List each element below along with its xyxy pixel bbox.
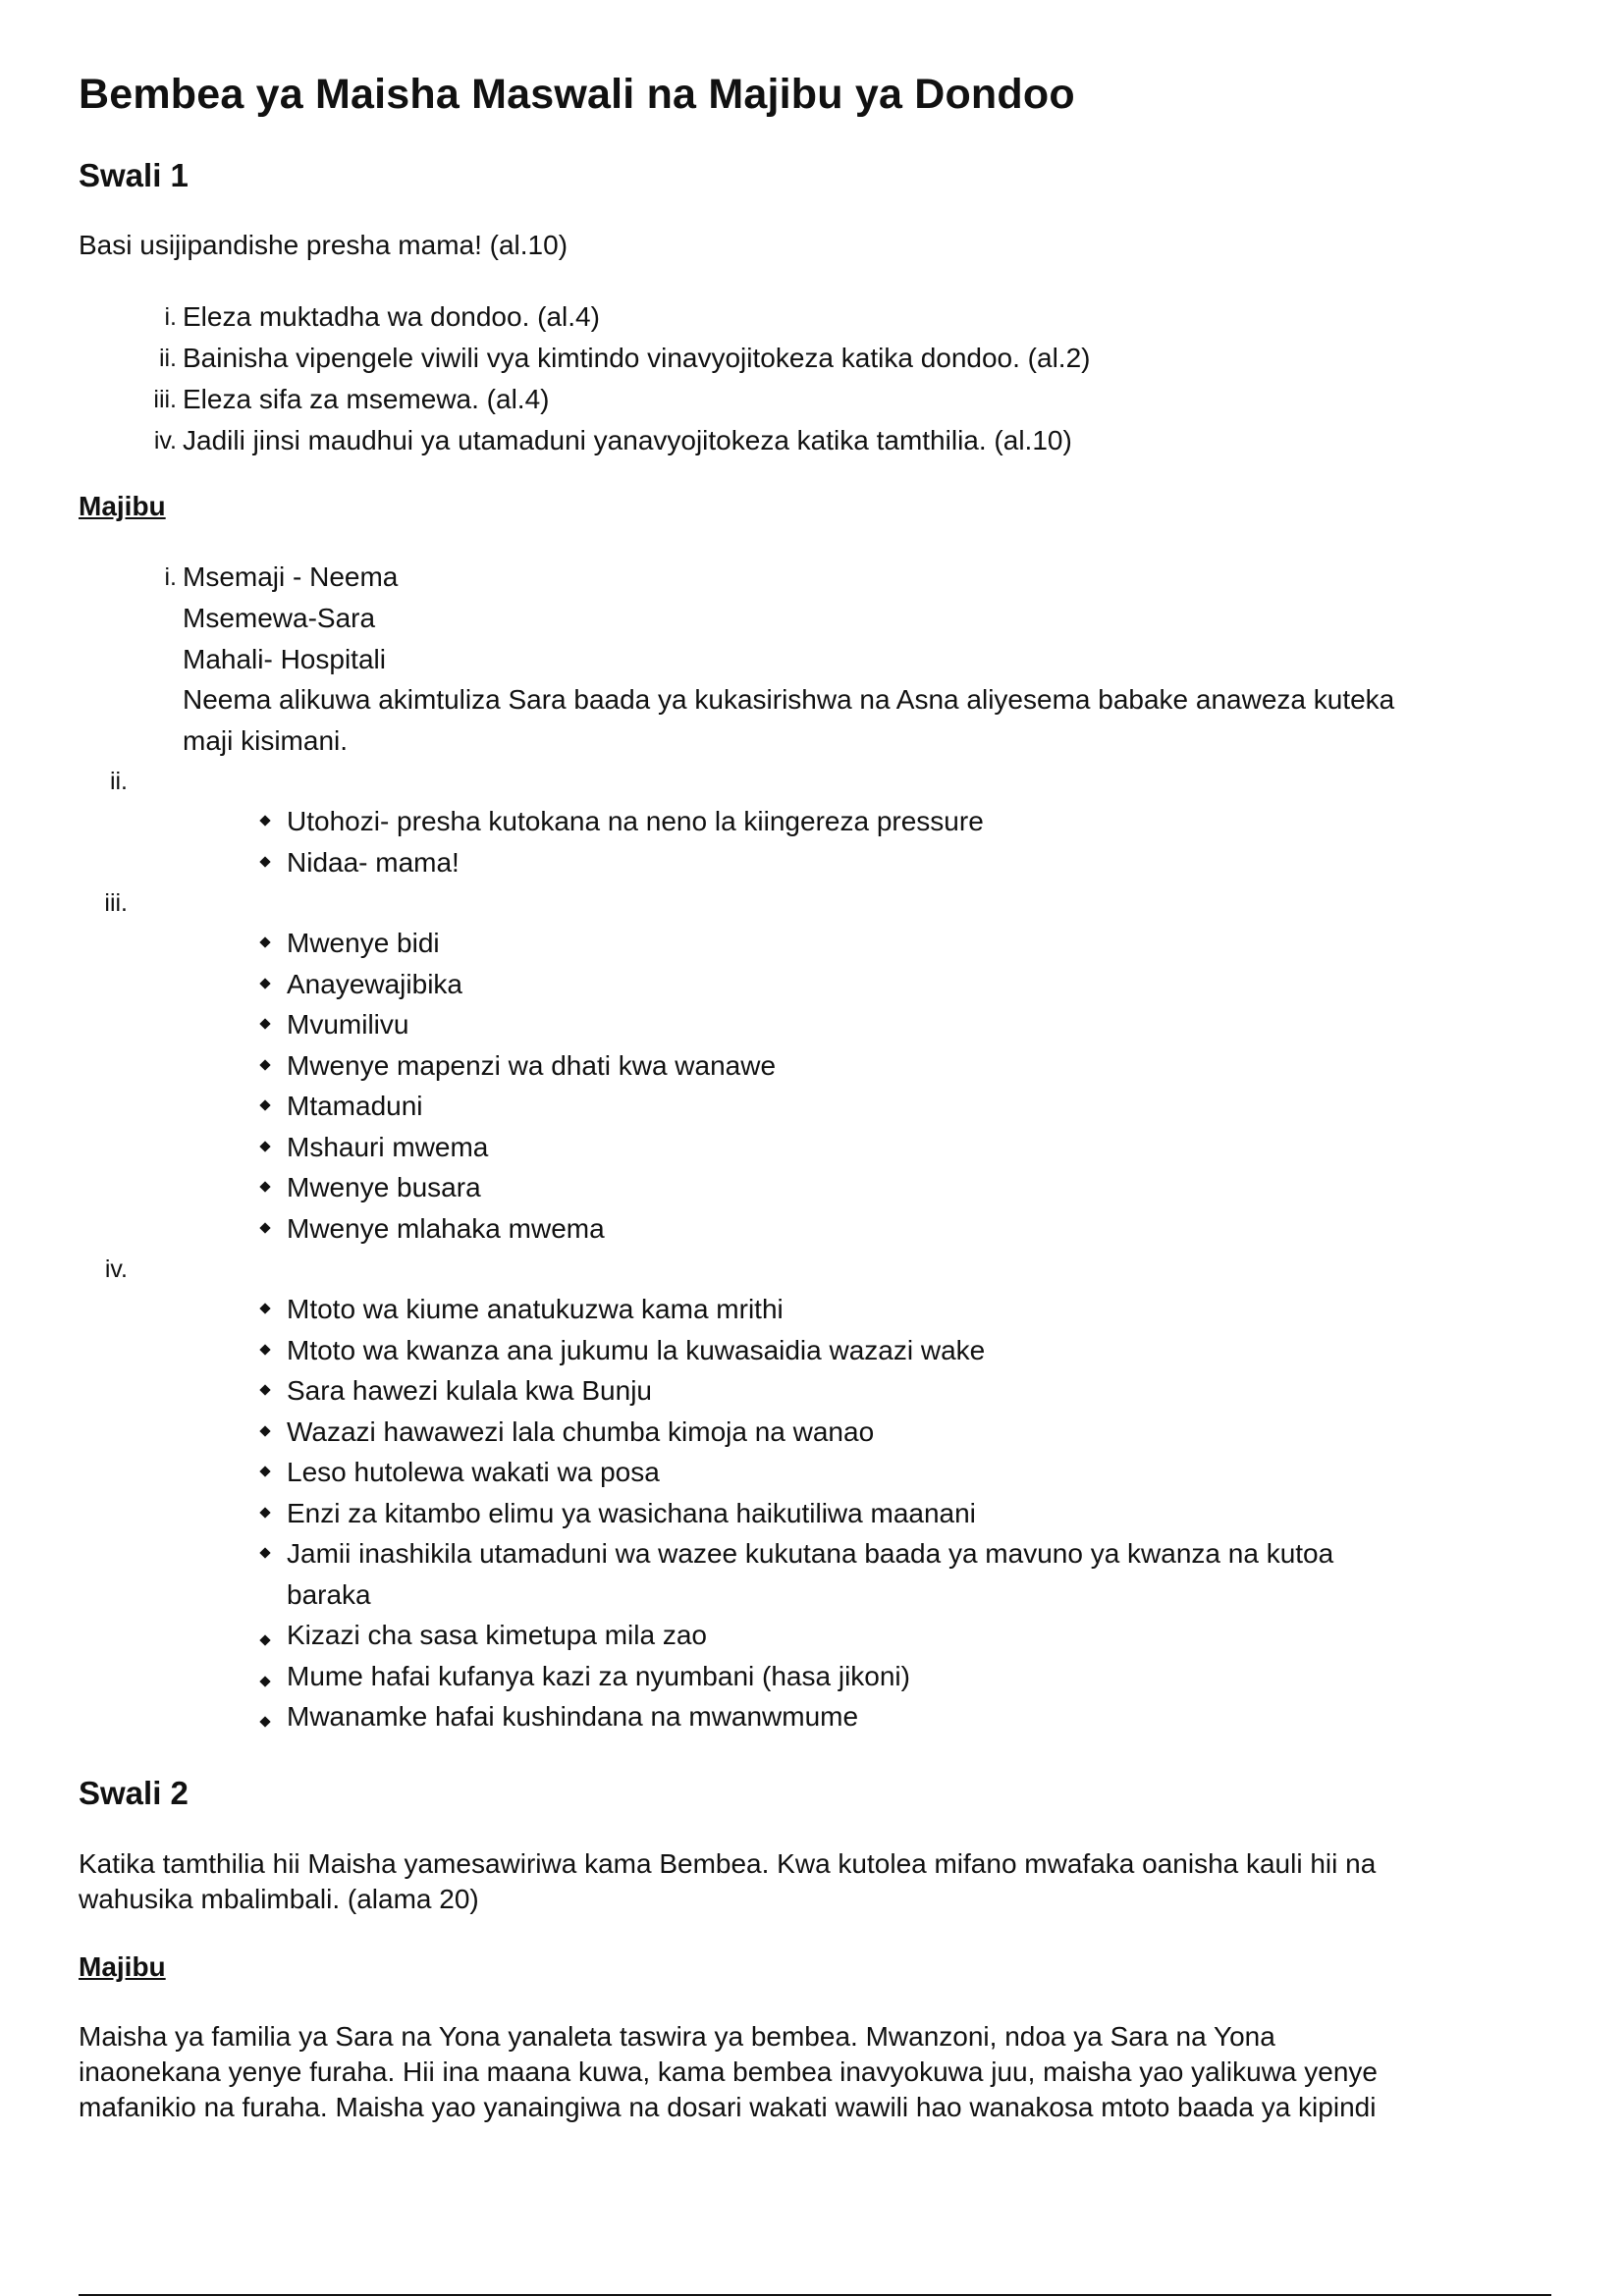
question-text: Jadili jinsi maudhui ya utamaduni yanavyojitokeza katika tamthilia. (al.10) [183, 425, 1072, 455]
swali2-answer-line: Maisha ya familia ya Sara na Yona yanaleta taswira ya bembea. Mwanzoni, ndoa ya Sara na Yona [79, 2021, 1275, 2052]
bullet-icon [259, 1425, 270, 1436]
answer-line: Msemaji - Neema [183, 561, 399, 592]
answer-line: maji kisimani. [183, 725, 349, 756]
bullet-text: Mtoto wa kiume anatukuzwa kama mrithi [287, 1294, 784, 1324]
bullet-icon [259, 1018, 270, 1029]
answer-line: Msemewa-Sara [183, 603, 376, 633]
answer-number: i. [164, 563, 177, 591]
bullet-text: Sara hawezi kulala kwa Bunju [287, 1375, 652, 1406]
bullet-text: Mtoto wa kwanza ana jukumu la kuwasaidia wazazi wake [287, 1335, 986, 1365]
swali2-heading: Swali 2 [79, 1775, 189, 1811]
bullet-icon [259, 1716, 270, 1727]
answer-number: iv. [104, 1255, 128, 1283]
question-number: iv. [153, 427, 177, 454]
page-title: Bembea ya Maisha Maswali na Majibu ya Dondoo [79, 71, 1075, 118]
swali2-answers-label: Majibu [79, 1951, 166, 1982]
bullet-text-continuation: baraka [287, 1579, 371, 1610]
bullet-text: Mwenye busara [287, 1172, 481, 1202]
bullet-icon [259, 1181, 270, 1192]
bullet-text: Anayewajibika [287, 969, 462, 999]
answer-number: iii. [104, 889, 128, 917]
bullet-text: Mvumilivu [287, 1009, 409, 1040]
bullet-icon [259, 856, 270, 867]
question-text: Eleza sifa za msemewa. (al.4) [183, 384, 550, 414]
bullet-icon [259, 936, 270, 947]
bullet-icon [259, 1507, 270, 1518]
swali2-answer-line: mafanikio na furaha. Maisha yao yanaingiwa na dosari wakati wawili hao wanakosa mtoto baada ya kipindi [79, 2092, 1377, 2122]
bullet-icon [259, 1059, 270, 1070]
bullet-icon [259, 1466, 270, 1476]
answer-line: Neema alikuwa akimtuliza Sara baada ya kukasirishwa na Asna aliyesema babake anaweza kuteka [183, 684, 1395, 715]
bullet-text: Wazazi hawawezi lala chumba kimoja na wanao [287, 1416, 875, 1447]
swali1-quote: Basi usijipandishe presha mama! (al.10) [79, 230, 568, 260]
bullet-icon [259, 1676, 270, 1686]
swali2-question-line: Katika tamthilia hii Maisha yamesawiriwa kama Bembea. Kwa kutolea mifano mwafaka oanisha kauli hii na [79, 1848, 1377, 1879]
question-number: i. [164, 303, 177, 331]
bullet-text: Mwenye bidi [287, 928, 440, 958]
bullet-text: Jamii inashikila utamaduni wa wazee kukutana baada ya mavuno ya kwanza na kutoa [287, 1538, 1334, 1569]
bullet-text: Enzi za kitambo elimu ya wasichana haikutiliwa maanani [287, 1498, 976, 1528]
bullet-icon [259, 1141, 270, 1151]
question-text: Bainisha vipengele viwili vya kimtindo vinavyojitokeza katika dondoo. (al.2) [183, 343, 1091, 373]
bullet-icon [259, 1303, 270, 1313]
bullet-icon [259, 1634, 270, 1645]
bullet-icon [259, 1099, 270, 1110]
question-number: iii. [153, 386, 177, 413]
answer-line: Mahali- Hospitali [183, 644, 386, 674]
bullet-text: Leso hutolewa wakati wa posa [287, 1457, 660, 1487]
question-text: Eleza muktadha wa dondoo. (al.4) [183, 301, 600, 332]
bullet-text: Mtamaduni [287, 1091, 423, 1121]
swali2-answer-line: inaonekana yenye furaha. Hii ina maana kuwa, kama bembea inavyokuwa juu, maisha yao yalikuwa yenye [79, 2056, 1378, 2087]
swali1-answers-label: Majibu [79, 491, 166, 521]
bullet-text: Mshauri mwema [287, 1132, 489, 1162]
bullet-text: Mwenye mapenzi wa dhati kwa wanawe [287, 1050, 777, 1081]
bullet-icon [259, 1222, 270, 1233]
bullet-text: Mwanamke hafai kushindana na mwanwmume [287, 1701, 859, 1732]
answer-number: ii. [109, 768, 128, 795]
swali1-heading: Swali 1 [79, 157, 189, 193]
bullet-icon [259, 1384, 270, 1395]
bullet-icon [259, 1547, 270, 1558]
bullet-text: Kizazi cha sasa kimetupa mila zao [287, 1620, 707, 1650]
bullet-icon [259, 1344, 270, 1355]
question-number: ii. [158, 345, 177, 372]
bullet-text: Mume hafai kufanya kazi za nyumbani (hasa jikoni) [287, 1661, 910, 1691]
bullet-icon [259, 978, 270, 988]
bullet-text: Utohozi- presha kutokana na neno la kiingereza pressure [287, 806, 984, 836]
bullet-text: Mwenye mlahaka mwema [287, 1213, 605, 1244]
bullet-icon [259, 815, 270, 826]
swali2-question-line: wahusika mbalimbali. (alama 20) [79, 1884, 479, 1914]
bullet-text: Nidaa- mama! [287, 847, 460, 878]
